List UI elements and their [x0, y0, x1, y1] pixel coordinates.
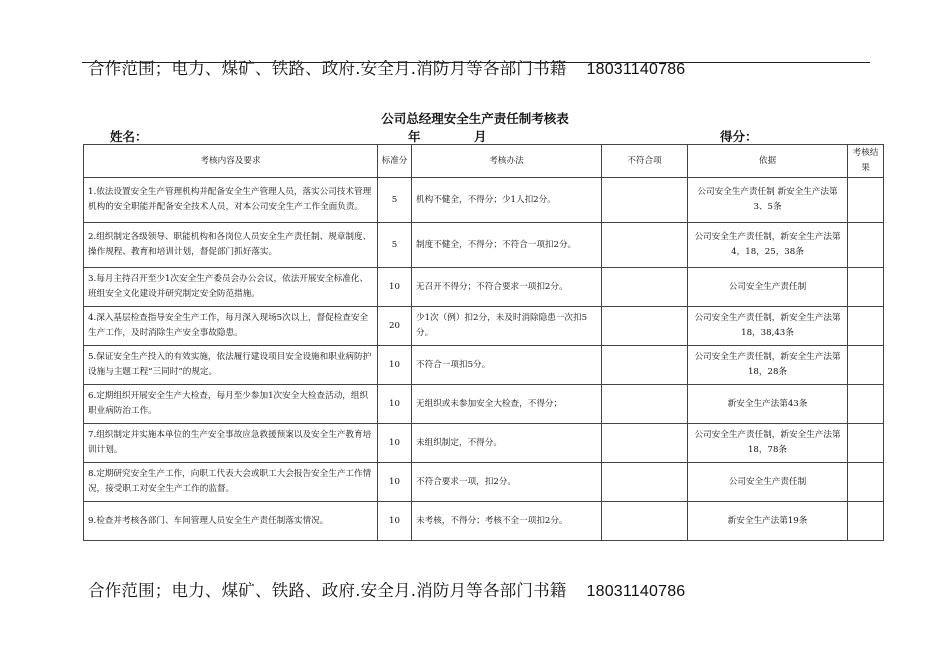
row-basis: 公司安全生产责任制 新安全生产法第3、5条	[688, 178, 848, 223]
row-score: 10	[378, 346, 412, 385]
table-row	[84, 385, 884, 424]
footer-banner	[88, 577, 685, 601]
row-basis: 公司安全生产责任制	[688, 463, 848, 502]
row-basis: 公司安全生产责任制，新安全生产法第18，28条	[688, 346, 848, 385]
row-result-cell[interactable]	[848, 223, 884, 268]
row-content: 8.定期研究安全生产工作，向职工代表大会或职工大会报告安全生产工作情况，接受职工对安全生产工作的监督。	[84, 463, 378, 502]
row-score: 10	[378, 424, 412, 463]
header-method: 考核办法	[412, 145, 602, 178]
table-row	[84, 463, 884, 502]
row-method: 不符合要求一项，扣2分。	[412, 463, 602, 502]
header-banner-phone: 18031140786	[586, 61, 686, 78]
row-nonconform-cell[interactable]	[602, 178, 688, 223]
row-content: 5.保证安全生产投入的有效实施，依法履行建设项目安全设施和职业病防护设施与主题工程“三同时”的规定。	[84, 346, 378, 385]
row-result-cell[interactable]	[848, 268, 884, 307]
header-result: 考核结果	[848, 145, 884, 178]
row-method: 不符合一项扣5分。	[412, 346, 602, 385]
row-result-cell[interactable]	[848, 502, 884, 541]
footer-banner-text: 合作范围；电力、煤矿、铁路、政府.安全月.消防月等各部门书籍	[88, 581, 567, 600]
score-label: 得分：	[720, 129, 758, 144]
row-nonconform-cell[interactable]	[602, 346, 688, 385]
row-nonconform-cell[interactable]	[602, 463, 688, 502]
row-score: 10	[378, 385, 412, 424]
header-banner-text: 合作范围；电力、煤矿、铁路、政府.安全月.消防月等各部门书籍	[88, 59, 567, 78]
row-method: 少1次（例）扣2分，未及时消除隐患一次扣5分。	[412, 307, 602, 346]
table-row	[84, 502, 884, 541]
row-basis: 公司安全生产责任制，新安全生产法第18，78条	[688, 424, 848, 463]
month-label: 月	[474, 129, 487, 144]
row-content: 4.深入基层检查指导安全生产工作，每月深入现场5次以上，督促检查安全生产工作，及时消除生产安全事故隐患。	[84, 307, 378, 346]
header-content: 考核内容及要求	[84, 145, 378, 178]
row-result-cell[interactable]	[848, 346, 884, 385]
row-basis: 新安全生产法第43条	[688, 385, 848, 424]
header-basis: 依据	[688, 145, 848, 178]
table-header-row	[84, 145, 884, 178]
table-row	[84, 346, 884, 385]
row-score: 5	[378, 223, 412, 268]
footer-banner-phone: 18031140786	[586, 583, 686, 600]
assessment-table	[83, 144, 884, 541]
row-result-cell[interactable]	[848, 385, 884, 424]
row-nonconform-cell[interactable]	[602, 307, 688, 346]
row-nonconform-cell[interactable]	[602, 502, 688, 541]
row-basis: 公司安全生产责任制，新安全生产法第18，38,43条	[688, 307, 848, 346]
row-method: 未考核，不得分；考核不全一项扣2分。	[412, 502, 602, 541]
row-score: 10	[378, 502, 412, 541]
row-result-cell[interactable]	[848, 424, 884, 463]
row-basis: 公司安全生产责任制，新安全生产法第4，18，25，38条	[688, 223, 848, 268]
row-score: 5	[378, 178, 412, 223]
row-content: 2.组织制定各级领导、职能机构和各岗位人员安全生产责任制、规章制度、操作规程、教育和培训计划，督促部门抓好落实。	[84, 223, 378, 268]
table-row	[84, 424, 884, 463]
table-row	[84, 307, 884, 346]
row-score: 10	[378, 268, 412, 307]
table-row	[84, 223, 884, 268]
row-result-cell[interactable]	[848, 463, 884, 502]
name-label: 姓名：	[110, 129, 148, 144]
row-nonconform-cell[interactable]	[602, 223, 688, 268]
row-score: 10	[378, 463, 412, 502]
header-banner	[88, 55, 685, 79]
row-score: 20	[378, 307, 412, 346]
table-row	[84, 268, 884, 307]
row-method: 制度不健全，不得分；不符合一项扣2分。	[412, 223, 602, 268]
row-method: 无组织或未参加安全大检查，不得分；	[412, 385, 602, 424]
row-result-cell[interactable]	[848, 178, 884, 223]
row-result-cell[interactable]	[848, 307, 884, 346]
header-standard: 标准分	[378, 145, 412, 178]
header-rule	[82, 62, 870, 63]
row-nonconform-cell[interactable]	[602, 385, 688, 424]
row-content: 7.组织制定并实施本单位的生产安全事故应急救援预案以及安全生产教育培训计划。	[84, 424, 378, 463]
form-title: 公司总经理安全生产责任制考核表	[381, 111, 569, 126]
row-basis: 公司安全生产责任制	[688, 268, 848, 307]
row-content: 1.依法设置安全生产管理机构并配备安全生产管理人员，落实公司技术管理机构的安全职能并配备安全技术人员，对本公司安全生产工作全面负责。	[84, 178, 378, 223]
row-nonconform-cell[interactable]	[602, 424, 688, 463]
row-content: 3.每月主持召开至少1次安全生产委员会办公会议，依法开展安全标准化、班组安全文化建设并研究制定安全防范措施。	[84, 268, 378, 307]
row-content: 6.定期组织开展安全生产大检查，每月至少参加1次安全大检查活动，组织职业病防治工作。	[84, 385, 378, 424]
row-method: 无召开不得分；不符合要求一项扣2分。	[412, 268, 602, 307]
row-method: 未组织制定，不得分。	[412, 424, 602, 463]
row-nonconform-cell[interactable]	[602, 268, 688, 307]
table-row	[84, 178, 884, 223]
year-label: 年	[408, 129, 421, 144]
row-method: 机构不健全，不得分；少1人扣2分。	[412, 178, 602, 223]
header-nonconform: 不符合项	[602, 145, 688, 178]
row-content: 9.检查并考核各部门、车间管理人员安全生产责任制落实情况。	[84, 502, 378, 541]
row-basis: 新安全生产法第19条	[688, 502, 848, 541]
